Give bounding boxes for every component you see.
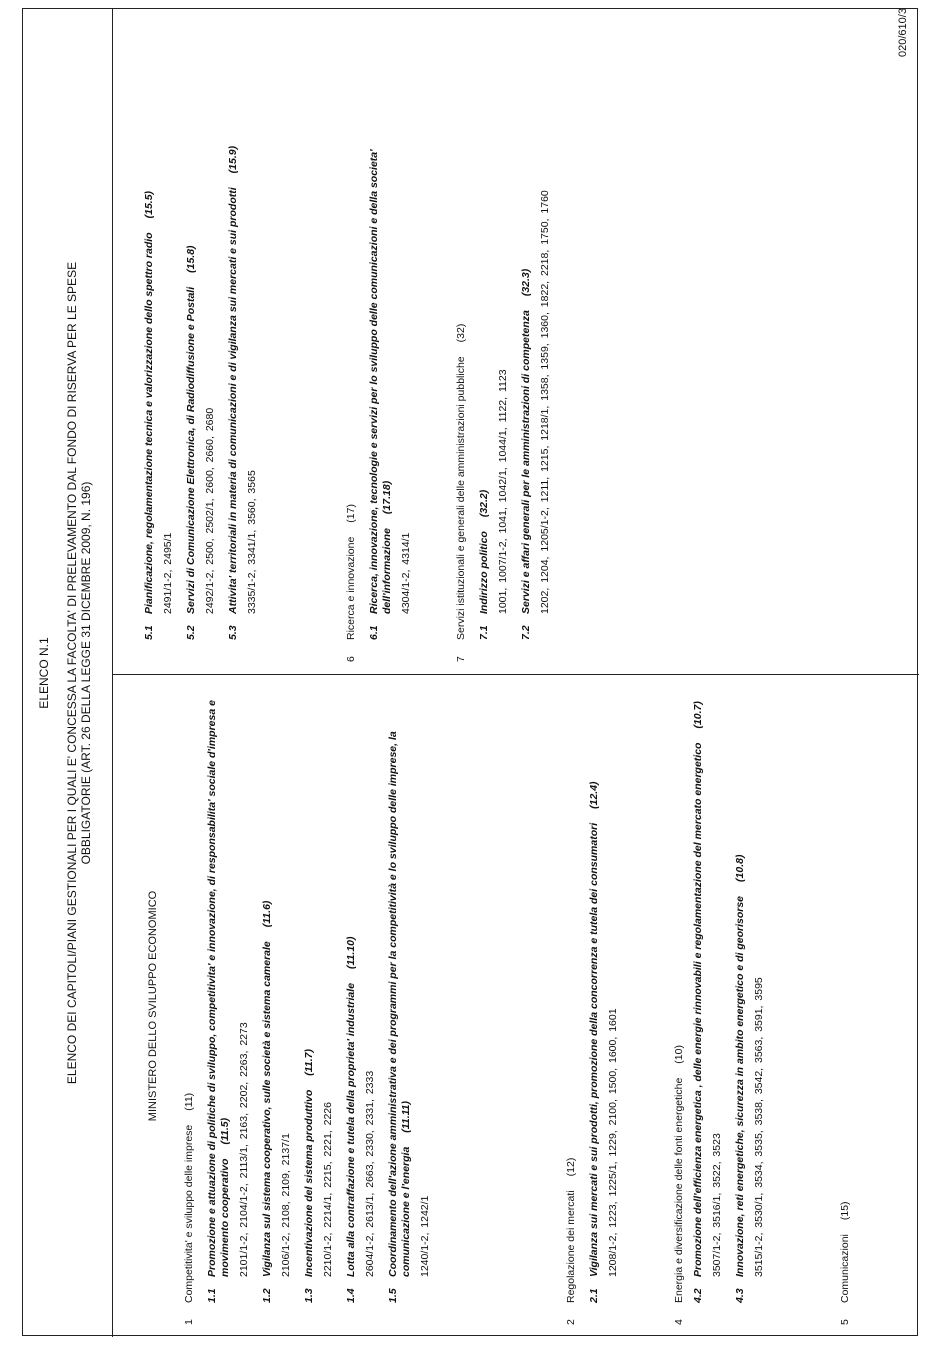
right-column bbox=[113, 9, 919, 675]
subsection-text: Indirizzo politico(32.2) bbox=[478, 489, 490, 614]
subsection-4-2 bbox=[692, 683, 724, 1325]
chapter-codes: 1208/1-2, 1223, 1225/1, 1229, 2100, 1500, 1600, 1601 bbox=[607, 1008, 619, 1277]
subsection-6-1 bbox=[368, 17, 413, 662]
subsection-1-5 bbox=[387, 683, 432, 1325]
chapter-codes: 2106/1-2, 2108, 2109, 2137/1 bbox=[280, 1133, 292, 1277]
section-number: 2 bbox=[565, 1319, 577, 1325]
subsection-number: 1.2 bbox=[261, 1288, 273, 1303]
subsection-7-2 bbox=[520, 17, 552, 662]
section-label: Competitivita' e sviluppo delle imprese bbox=[183, 1124, 195, 1303]
subsection-1-2 bbox=[261, 683, 293, 1325]
subsection-1-1 bbox=[206, 683, 251, 1325]
chapter-codes: 2210/1-2, 2214/1, 2215, 2221, 2226 bbox=[322, 1102, 334, 1277]
document-header bbox=[23, 9, 113, 1337]
subsection-number: 1.3 bbox=[303, 1288, 315, 1303]
section-percentage: (11) bbox=[183, 1092, 195, 1111]
section-label: Ricerca e innovazione bbox=[345, 536, 357, 640]
chapter-codes: 2491/1-2, 2495/1 bbox=[162, 532, 174, 614]
chapter-codes: 2492/1-2, 2500, 2502/1, 2600, 2660, 2680 bbox=[204, 407, 216, 614]
subsection-title bbox=[345, 683, 358, 1303]
subsection-4-3 bbox=[734, 683, 766, 1325]
section-6 bbox=[345, 17, 423, 662]
chapter-codes: 1240/1-2, 1242/1 bbox=[419, 1195, 431, 1277]
section-number: 5 bbox=[839, 1319, 851, 1325]
section-5 bbox=[839, 683, 852, 1325]
subsection-title bbox=[520, 17, 533, 640]
subsection-5-1 bbox=[143, 17, 175, 662]
section-percentage: (17) bbox=[345, 504, 357, 523]
subsection-2-1 bbox=[588, 683, 620, 1325]
chapter-codes: 3515/1-2, 3530/1, 3534, 3535, 3538, 3542, 3563, 3591, 3595 bbox=[753, 977, 765, 1277]
subsection-text: Promozione e attuazione di politiche di sviluppo, competitivita' e innovazione, di responsabilita' sociale d'impresa e movimento cooperativo(11.5) bbox=[206, 700, 231, 1277]
page-code: 020/610/3 bbox=[897, 8, 909, 57]
chapter-codes: 2101/1-2, 2104/1-2, 2113/1, 2163, 2202, 2263, 2273 bbox=[238, 1022, 250, 1277]
section-6-heading bbox=[345, 17, 358, 662]
section-label: Comunicazioni bbox=[839, 1234, 851, 1303]
subsection-title bbox=[185, 17, 198, 640]
subsection-1-3 bbox=[303, 683, 335, 1325]
section-number: 4 bbox=[673, 1319, 685, 1325]
chapter-codes: 1202, 1204, 1205/1-2, 1211, 1215, 1218/1, 1358, 1359, 1360, 1822, 2218, 1750, 1760 bbox=[539, 190, 551, 614]
ministry-name: MINISTERO DELLO SVILUPPO ECONOMICO bbox=[147, 890, 159, 1122]
subsection-text: Incentivazione del sistema produttivo(11.7) bbox=[303, 1049, 315, 1277]
subsection-7-1 bbox=[478, 17, 510, 662]
elenco-label: ELENCO N.1 bbox=[37, 637, 51, 709]
subsection-title bbox=[734, 683, 747, 1303]
section-1 bbox=[183, 683, 442, 1325]
chapter-codes: 3507/1-2, 3516/1, 3522, 3523 bbox=[711, 1133, 723, 1277]
subsection-title bbox=[143, 17, 156, 640]
subsection-text: Promozione dell'efficienza energetica , delle energie rinnovabili e regolamentazione del mercato energetico(10.7) bbox=[692, 701, 704, 1277]
section-percentage: (10) bbox=[673, 1045, 685, 1064]
section-label: Energia e diversificazione delle fonti energetiche bbox=[673, 1077, 685, 1303]
subsection-text: Ricerca, innovazione, tecnologie e servizi per lo sviluppo delle comunicazioni e della societa' dell'informazione(17.18) bbox=[368, 149, 393, 614]
subsection-title bbox=[387, 683, 413, 1303]
section-1-heading bbox=[183, 683, 196, 1325]
document-title: ELENCO DEI CAPITOLI/PIANI GESTIONALI PER I QUALI E' CONCESSA LA FACOLTA' DI PRELEVAMENTO DAL FONDO DI RISERVA PER LE SPESE OBBLIGATORIE (ART. 26 DELLA LEGGE 31 DICEMBRE 2009, N. 196) bbox=[65, 261, 93, 1085]
section-percentage: (12) bbox=[565, 1157, 577, 1177]
subsection-text: Servizi e affari generali per le amministrazioni di competenza(32.3) bbox=[520, 268, 532, 614]
subsection-5-3 bbox=[227, 17, 259, 662]
chapter-codes: 1001, 1007/1-2, 1041, 1042/1, 1044/1, 1122, 1123 bbox=[497, 369, 509, 614]
subsection-number: 1.5 bbox=[387, 1288, 399, 1303]
section-2 bbox=[565, 683, 630, 1325]
subsection-text: Coordinamento dell'azione amministrativa e dei programmi per la competitività e lo sviluppo delle imprese, la comunicazione e l'energia(11.11) bbox=[387, 731, 412, 1277]
chapter-codes: 2604/1-2, 2613/1, 2663, 2330, 2331, 2333 bbox=[364, 1070, 376, 1277]
subsection-number: 4.2 bbox=[692, 1288, 704, 1303]
section-number: 6 bbox=[345, 656, 357, 662]
section-label: Regolazione dei mercati bbox=[565, 1190, 577, 1303]
section-percentage: (15) bbox=[839, 1201, 851, 1221]
chapter-codes: 3335/1-2, 3341/1, 3560, 3565 bbox=[246, 470, 258, 614]
subsection-1-4 bbox=[345, 683, 377, 1325]
subsection-text: Lotta alla contraffazione e tutela della proprieta' industriale(11.10) bbox=[345, 936, 357, 1277]
section-number: 1 bbox=[183, 1319, 195, 1325]
rotated-content bbox=[23, 9, 919, 1337]
subsection-text: Vigilanza sui mercati e sui prodotti, promozione della concorrenza e tutela dei consumatori(12.4) bbox=[588, 781, 600, 1277]
subsection-text: Servizi di Comunicazione Elettronica, di Radiodiffusione e Postali(15.8) bbox=[185, 245, 197, 614]
subsection-number: 7.2 bbox=[520, 625, 532, 640]
subsection-title bbox=[303, 683, 316, 1303]
subsection-title bbox=[227, 17, 240, 640]
subsection-text: Attivita' territoriali in materia di comunicazioni e di vigilanza sui mercati e sui prodotti(15.9) bbox=[227, 145, 239, 614]
document-frame bbox=[22, 8, 918, 1336]
subsection-text: Vigilanza sul sistema cooperativo, sulle società e sistema camerale(11.6) bbox=[261, 900, 273, 1277]
chapter-codes: 4304/1-2, 4314/1 bbox=[400, 532, 412, 614]
section-number: 7 bbox=[455, 656, 467, 662]
section-percentage: (32) bbox=[455, 323, 467, 343]
subsection-number: 7.1 bbox=[478, 625, 490, 640]
subsection-title bbox=[206, 683, 232, 1303]
subsection-number: 1.1 bbox=[206, 1288, 218, 1303]
section-7 bbox=[455, 17, 562, 662]
subsection-text: Innovazione, reti energetiche, sicurezza in ambito energetico e di georisorse(10.8) bbox=[734, 854, 746, 1277]
subsection-number: 4.3 bbox=[734, 1288, 746, 1303]
subsection-number: 5.3 bbox=[227, 625, 239, 640]
subsection-number: 6.1 bbox=[368, 625, 380, 640]
subsection-number: 5.1 bbox=[143, 625, 155, 640]
section-7-heading bbox=[455, 17, 468, 662]
subsection-title bbox=[261, 683, 274, 1303]
section-label: Servizi istituzionali e generali delle amministrazioni pubbliche bbox=[455, 356, 467, 640]
section-5-heading bbox=[839, 683, 852, 1325]
subsection-number: 2.1 bbox=[588, 1288, 600, 1303]
section-5-continued bbox=[143, 17, 269, 662]
left-column bbox=[113, 675, 919, 1337]
subsection-title bbox=[588, 683, 601, 1303]
subsection-5-2 bbox=[185, 17, 217, 662]
section-2-heading bbox=[565, 683, 578, 1325]
subsection-text: Pianificazione, regolamentazione tecnica e valorizzazione dello spettro radio(15.5) bbox=[143, 190, 155, 614]
subsection-title bbox=[478, 17, 491, 640]
section-4-heading bbox=[673, 683, 686, 1325]
section-4 bbox=[673, 683, 776, 1325]
subsection-number: 5.2 bbox=[185, 625, 197, 640]
subsection-number: 1.4 bbox=[345, 1288, 357, 1303]
subsection-title bbox=[368, 17, 394, 640]
subsection-title bbox=[692, 683, 705, 1303]
